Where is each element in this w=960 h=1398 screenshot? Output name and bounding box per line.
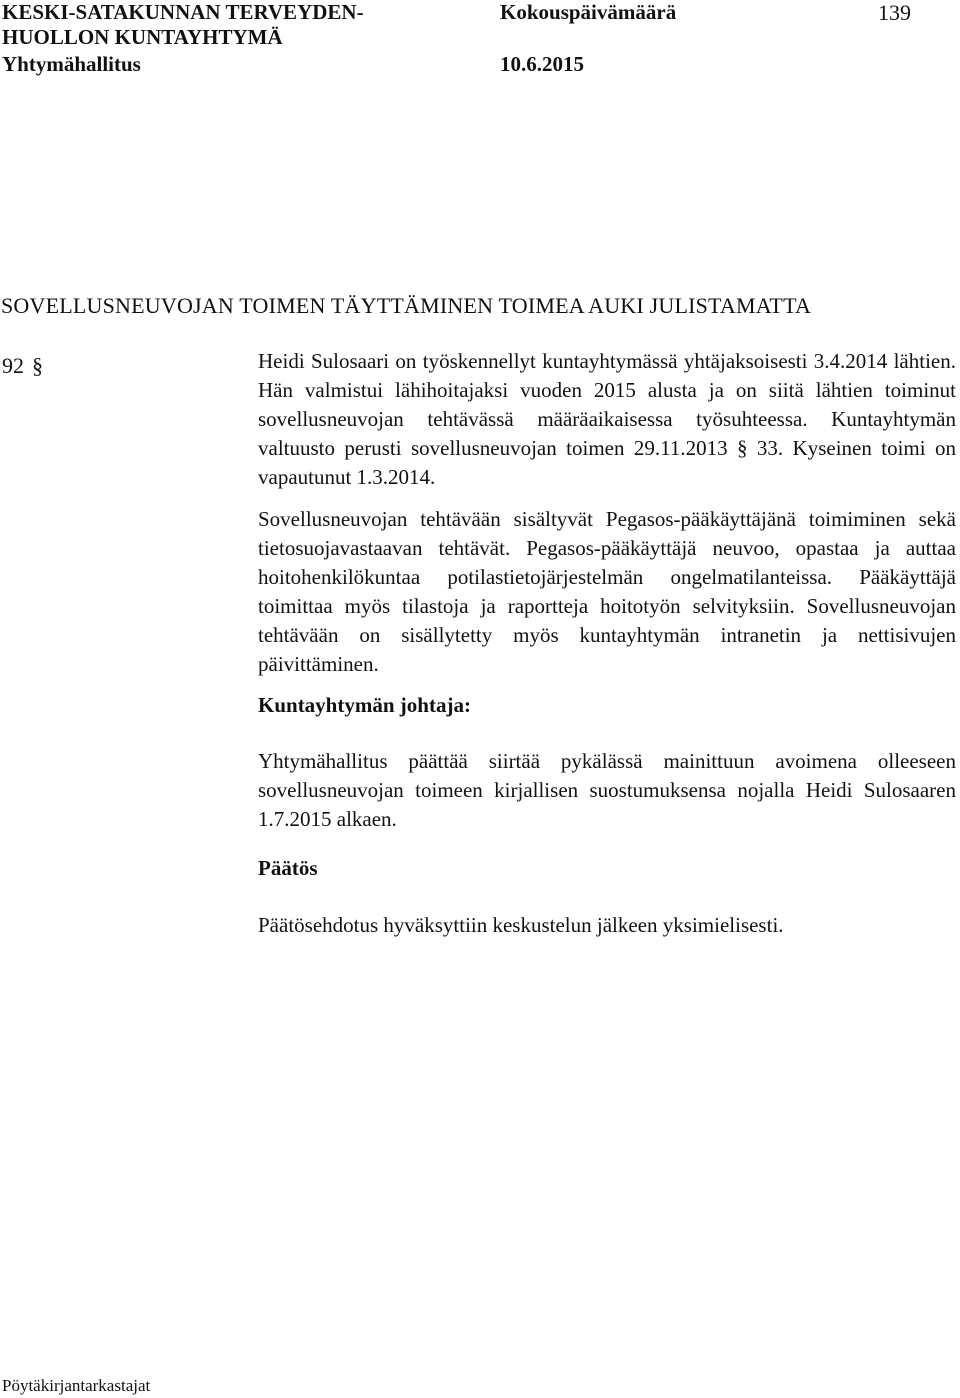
paragraph-number: 92 (2, 353, 24, 378)
organization-name-line1: KESKI-SATAKUNNAN TERVEYDEN- (2, 0, 364, 24)
intro-paragraph: Heidi Sulosaari on työskennellyt kuntayhtymässä yhtäjaksoisesti 3.4.2014 lähtien. Hän valmistui lähihoitajaksi vuoden 2015 alusta ja on siitä lähtien toiminut sovellusneuvojan tehtävässä määräaikaisessa työsuhteessa. Kuntayhtymän valtuusto perusti sovellusneuvojan toimen 29.11.2013 § 33. Kyseinen toimi on vapautunut 1.3.2014. (258, 349, 956, 489)
organization-name-line2: HUOLLON KUNTAYHTYMÄ (2, 25, 283, 49)
duties-paragraph-block (258, 505, 956, 679)
proposal-text: Yhtymähallitus päättää siirtää pykälässä mainittuun avoimena olleeseen sovellusneuvojan toimeen kirjallisen suostumuksensa nojalla Heidi Sulosaaren 1.7.2015 alkaen. (258, 749, 956, 831)
footer-label: Pöytäkirjantarkastajat (2, 1376, 151, 1395)
section-title: SOVELLUSNEUVOJAN TOIMEN TÄYTTÄMINEN TOIMEA AUKI JULISTAMATTA (1, 293, 812, 318)
proposal-block (258, 747, 956, 834)
decision-heading: Päätös (258, 856, 318, 880)
page-number: 139 (878, 0, 911, 25)
meeting-date-label: Kokouspäivämäärä (500, 0, 677, 24)
duties-paragraph: Sovellusneuvojan tehtävään sisältyvät Pegasos-pääkäyttäjänä toimiminen sekä tietosuojavastaavan tehtävät. Pegasos-pääkäyttäjä neuvoo, opastaa ja auttaa hoitohenkilökuntaa potilastietojärjestelmän ongelmatilanteissa. Pääkäyttäjä toimittaa myös tilastoja ja raportteja hoitotyön selvityksiin. Sovellusneuvojan tehtävään on sisällytetty myös kuntayhtymän intranetin ja nettisivujen päivittäminen. (258, 507, 956, 676)
section-sign: § (32, 353, 43, 378)
intro-paragraph-block (258, 347, 956, 492)
proposal-heading: Kuntayhtymän johtaja: (258, 693, 471, 717)
meeting-date: 10.6.2015 (500, 52, 584, 76)
governing-body: Yhtymähallitus (2, 52, 141, 76)
decision-text: Päätösehdotus hyväksyttiin keskustelun jälkeen yksimielisesti. (258, 913, 784, 937)
decision-block (258, 911, 956, 940)
